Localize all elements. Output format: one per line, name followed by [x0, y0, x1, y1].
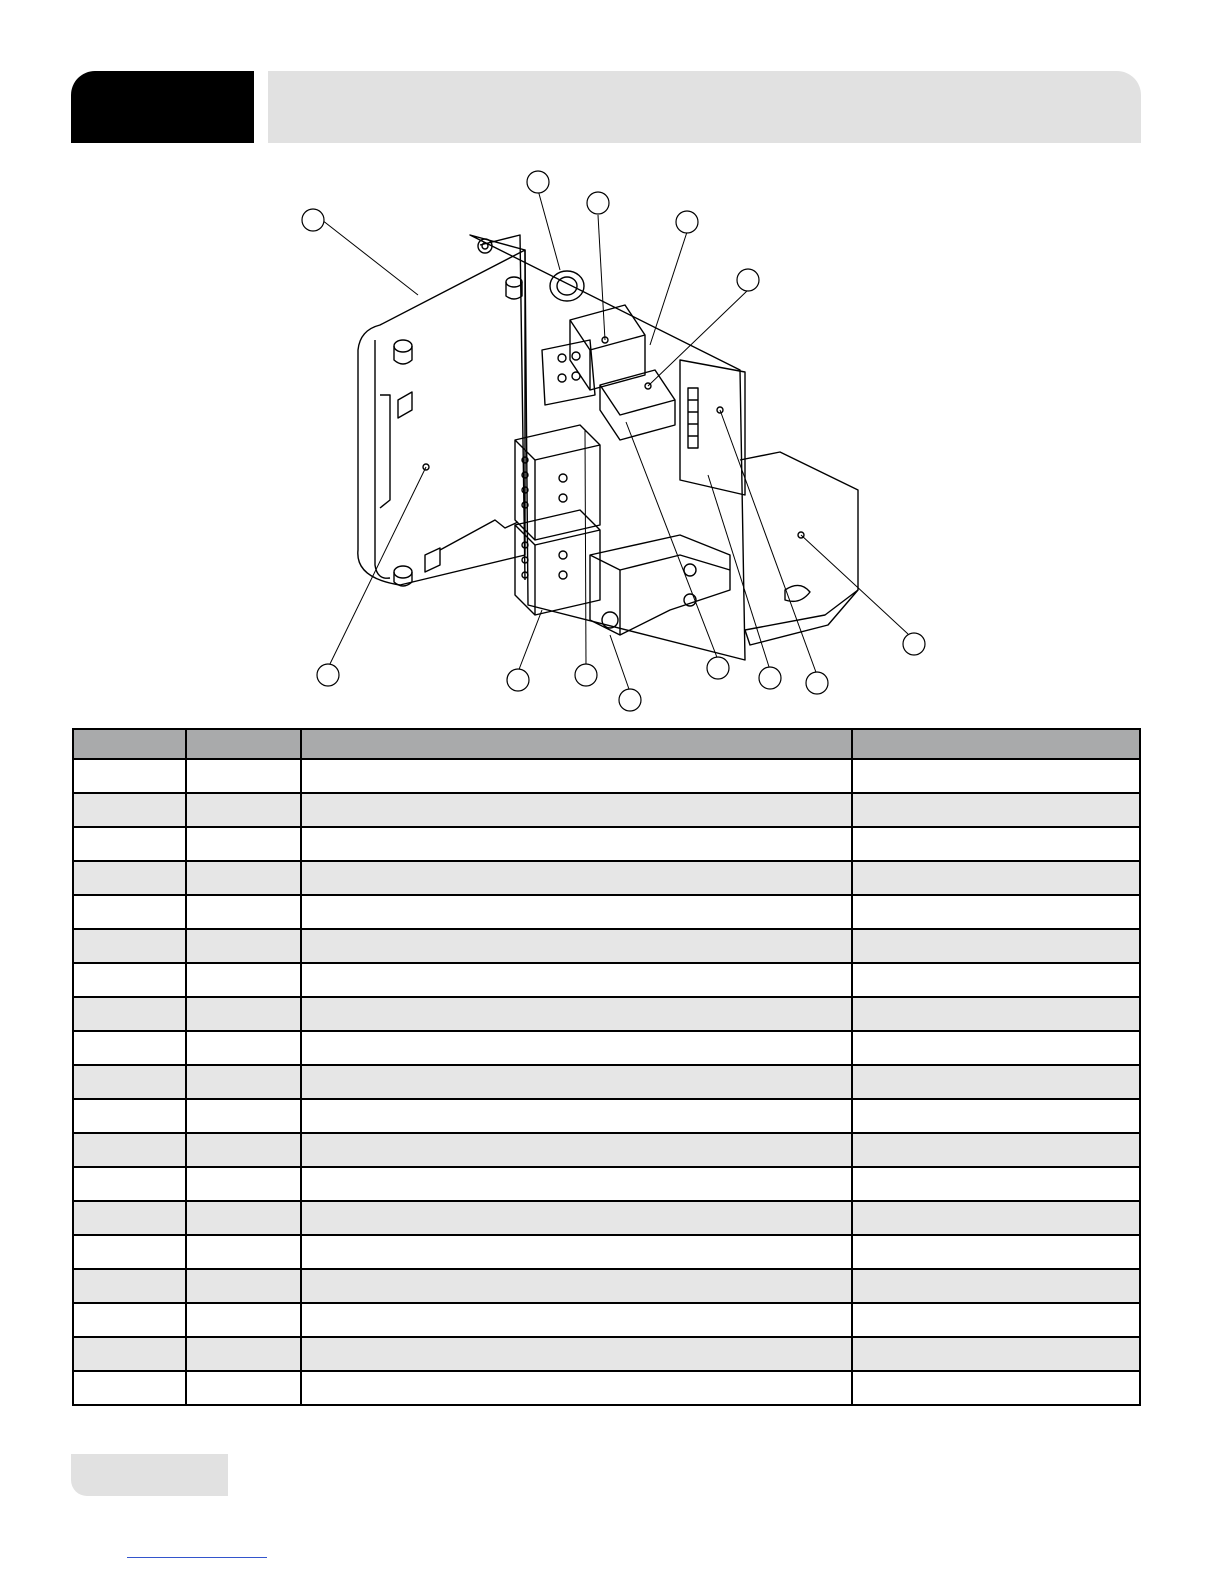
callout-balloon — [676, 211, 698, 233]
table-row — [73, 1303, 1140, 1337]
table-cell — [852, 1167, 1140, 1201]
table-row — [73, 895, 1140, 929]
terminal-strip — [680, 360, 745, 495]
table-cell — [73, 827, 186, 861]
table-cell — [186, 997, 302, 1031]
relay — [570, 305, 645, 390]
table-cell — [73, 861, 186, 895]
table-cell — [852, 997, 1140, 1031]
table-cell — [852, 1303, 1140, 1337]
table-cell — [186, 1201, 302, 1235]
table-row — [73, 929, 1140, 963]
table-cell — [852, 1099, 1140, 1133]
parts-table — [72, 728, 1141, 1406]
callout-balloon — [619, 689, 641, 711]
table-cell — [301, 861, 852, 895]
table-cell — [852, 1133, 1140, 1167]
table-row — [73, 793, 1140, 827]
table-cell — [852, 1201, 1140, 1235]
callout-balloon — [707, 657, 729, 679]
table-cell — [301, 1371, 852, 1405]
table-cell — [186, 1235, 302, 1269]
grommet — [550, 271, 584, 301]
table-cell — [186, 1133, 302, 1167]
table-row — [73, 827, 1140, 861]
table-cell — [852, 759, 1140, 793]
table-row — [73, 1235, 1140, 1269]
cover-plate — [358, 250, 525, 586]
table-cell — [301, 1099, 852, 1133]
table-cell — [73, 1031, 186, 1065]
table-cell — [852, 929, 1140, 963]
table-row — [73, 1099, 1140, 1133]
table-cell — [186, 861, 302, 895]
table-cell — [301, 1031, 852, 1065]
table-cell — [301, 1235, 852, 1269]
table-cell — [186, 1337, 302, 1371]
table-cell — [852, 1235, 1140, 1269]
table-cell — [73, 963, 186, 997]
column-header — [301, 729, 852, 759]
table-cell — [852, 895, 1140, 929]
table-cell — [186, 1303, 302, 1337]
callout-balloon — [527, 171, 549, 193]
table-cell — [301, 1303, 852, 1337]
table-cell — [301, 827, 852, 861]
table-cell — [73, 1337, 186, 1371]
table-row — [73, 759, 1140, 793]
callout-balloon — [903, 633, 925, 655]
table-row — [73, 1133, 1140, 1167]
table-cell — [186, 895, 302, 929]
table-row — [73, 1065, 1140, 1099]
table-cell — [301, 759, 852, 793]
callout-balloons — [302, 171, 925, 711]
table-cell — [301, 1167, 852, 1201]
table-cell — [73, 895, 186, 929]
contactor — [600, 370, 675, 440]
exploded-view-drawing — [280, 160, 960, 720]
table-cell — [186, 1269, 302, 1303]
table-row — [73, 1031, 1140, 1065]
table-cell — [852, 861, 1140, 895]
table-cell — [73, 929, 186, 963]
table-cell — [186, 963, 302, 997]
table-row — [73, 1269, 1140, 1303]
table-cell — [186, 1031, 302, 1065]
table-cell — [73, 1269, 186, 1303]
callout-balloon — [575, 664, 597, 686]
table-cell — [301, 1065, 852, 1099]
table-cell — [301, 895, 852, 929]
callout-balloon — [317, 664, 339, 686]
table-cell — [73, 1371, 186, 1405]
table-cell — [301, 1337, 852, 1371]
table-cell — [186, 1371, 302, 1405]
table-cell — [73, 1065, 186, 1099]
table-cell — [73, 1201, 186, 1235]
table-cell — [186, 1065, 302, 1099]
callout-balloon — [587, 192, 609, 214]
table-cell — [852, 1065, 1140, 1099]
table-cell — [73, 1133, 186, 1167]
column-header — [852, 729, 1140, 759]
table-cell — [301, 793, 852, 827]
table-cell — [73, 1099, 186, 1133]
table-row — [73, 997, 1140, 1031]
table-cell — [852, 1269, 1140, 1303]
column-header — [73, 729, 186, 759]
table-row — [73, 1337, 1140, 1371]
table-cell — [73, 1235, 186, 1269]
table-cell — [852, 963, 1140, 997]
side-bracket — [740, 452, 858, 645]
table-cell — [186, 1099, 302, 1133]
table-cell — [73, 759, 186, 793]
table-cell — [852, 1371, 1140, 1405]
page-header-bar — [268, 71, 1141, 143]
table-header-row — [73, 729, 1140, 759]
page-number-tab — [71, 1454, 228, 1496]
circuit-breaker — [590, 535, 730, 635]
table-cell — [186, 759, 302, 793]
table-cell — [852, 793, 1140, 827]
table-cell — [186, 929, 302, 963]
table-cell — [301, 997, 852, 1031]
table-cell — [852, 1031, 1140, 1065]
table-cell — [301, 929, 852, 963]
callout-balloon — [806, 672, 828, 694]
table-cell — [852, 1337, 1140, 1371]
callout-balloon — [302, 209, 324, 231]
table-cell — [301, 1269, 852, 1303]
table-cell — [73, 793, 186, 827]
relay-socket — [542, 340, 595, 405]
table-cell — [301, 1201, 852, 1235]
table-cell — [186, 793, 302, 827]
leader-lines — [322, 190, 908, 692]
table-cell — [186, 827, 302, 861]
table-row — [73, 1371, 1140, 1405]
footer-link-underline[interactable] — [127, 1557, 267, 1558]
table-cell — [301, 1133, 852, 1167]
table-row — [73, 1201, 1140, 1235]
table-cell — [73, 997, 186, 1031]
table-row — [73, 963, 1140, 997]
table-cell — [73, 1303, 186, 1337]
section-tab — [71, 71, 254, 143]
table-row — [73, 1167, 1140, 1201]
callout-balloon — [759, 667, 781, 689]
table-cell — [73, 1167, 186, 1201]
callout-balloon — [507, 669, 529, 691]
callout-balloon — [737, 269, 759, 291]
table-cell — [852, 827, 1140, 861]
table-cell — [301, 963, 852, 997]
table-cell — [186, 1167, 302, 1201]
table-row — [73, 861, 1140, 895]
column-header — [186, 729, 302, 759]
